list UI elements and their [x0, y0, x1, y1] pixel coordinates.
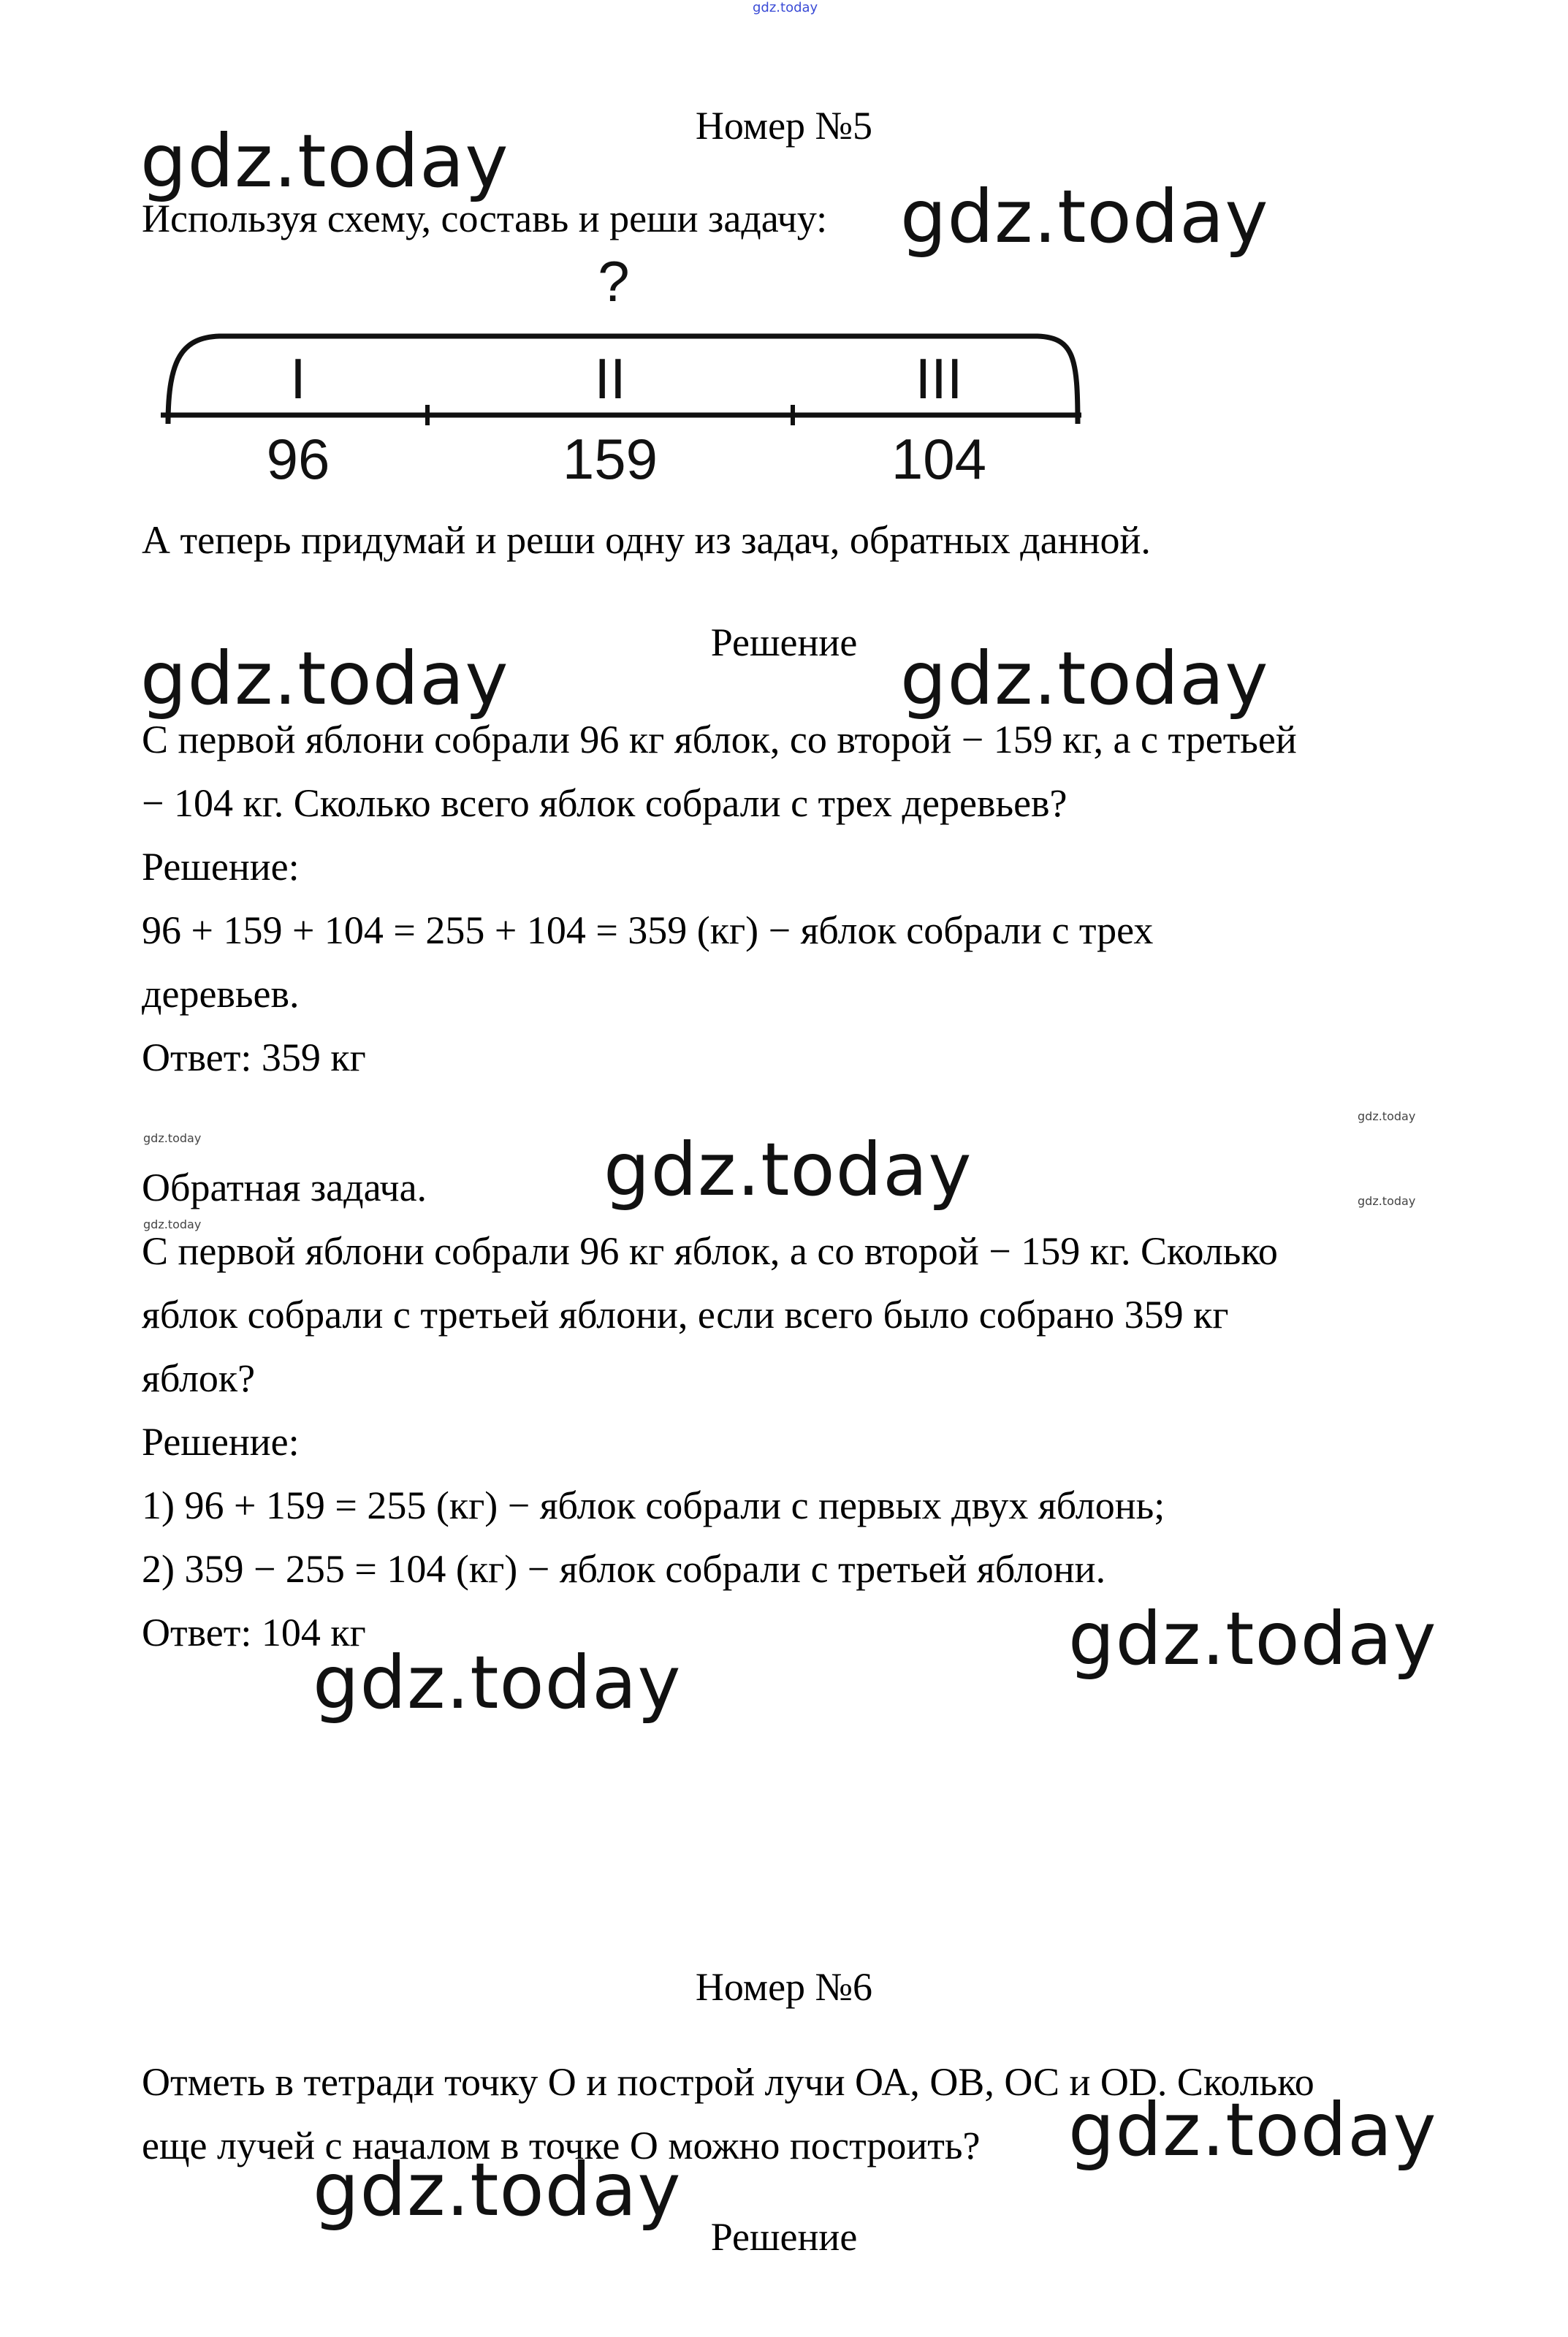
inverse-line-3: яблок?	[142, 1356, 256, 1400]
watermark-2: gdz.today	[900, 174, 1269, 259]
problem-line-2: − 104 кг. Сколько всего яблок собрали с трех деревьев?	[142, 781, 1067, 825]
task6-solution-heading: Решение	[710, 2215, 858, 2259]
inverse-step-2: 2) 359 − 255 = 104 (кг) − яблок собрали с третьей яблони.	[142, 1547, 1106, 1591]
inverse-title: Обратная задача.	[142, 1166, 427, 1209]
solution-line-1: 96 + 159 + 104 = 255 + 104 = 359 (кг) − яблок собрали с трех	[142, 908, 1154, 952]
watermark-8: gdz.today	[1068, 2087, 1437, 2173]
inverse-prompt: А теперь придумай и реши одну из задач, обратных данной.	[142, 518, 1151, 562]
inverse-line-2: яблок собрали с третьей яблони, если всего было собрано 359 кг	[142, 1293, 1229, 1337]
inverse-solution-label: Решение:	[142, 1420, 300, 1464]
inverse-line-1: С первой яблони собрали 96 кг яблок, а со второй − 159 кг. Сколько	[142, 1229, 1278, 1273]
small-watermark-3: gdz.today	[1358, 1194, 1416, 1208]
segment-value-1: 96	[266, 427, 330, 491]
watermark-9: gdz.today	[313, 2147, 682, 2232]
segment-value-3: 104	[891, 427, 987, 491]
problem-line-1: С первой яблони собрали 96 кг яблок, со второй − 159 кг, а с третьей	[142, 718, 1297, 761]
watermark-5: gdz.today	[604, 1127, 973, 1212]
watermark-3: gdz.today	[140, 636, 509, 721]
segment-label-3: III	[915, 346, 963, 411]
small-watermark-1: gdz.today	[1358, 1109, 1416, 1123]
segment-diagram	[139, 248, 1125, 497]
inverse-answer: Ответ: 104 кг	[142, 1611, 366, 1654]
diagram-question: ?	[598, 249, 630, 314]
task5-title: Номер №5	[695, 104, 873, 148]
watermark-7: gdz.today	[313, 1640, 682, 1725]
task6-title: Номер №6	[695, 1965, 873, 2009]
watermark-1: gdz.today	[140, 118, 509, 204]
top-watermark: gdz.today	[753, 0, 818, 15]
solution-heading: Решение	[710, 620, 858, 664]
segment-value-2: 159	[562, 427, 658, 491]
solution-label: Решение:	[142, 845, 300, 889]
answer: Ответ: 359 кг	[142, 1036, 366, 1079]
solution-line-2: деревьев.	[142, 972, 300, 1016]
task5-prompt: Используя схему, составь и реши задачу:	[142, 197, 828, 240]
small-watermark-2: gdz.today	[143, 1131, 202, 1145]
watermark-4: gdz.today	[900, 636, 1269, 721]
small-watermark-4: gdz.today	[143, 1217, 202, 1231]
task6-line-2: еще лучей с началом в точке О можно построить?	[142, 2124, 981, 2167]
inverse-step-1: 1) 96 + 159 = 255 (кг) − яблок собрали с первых двух яблонь;	[142, 1483, 1165, 1527]
task6-line-1: Отметь в тетради точку О и построй лучи ОА, ОВ, ОС и OD. Сколько	[142, 2060, 1314, 2104]
segment-label-2: II	[594, 346, 626, 411]
segment-label-1: I	[290, 346, 306, 411]
watermark-6: gdz.today	[1068, 1596, 1437, 1682]
